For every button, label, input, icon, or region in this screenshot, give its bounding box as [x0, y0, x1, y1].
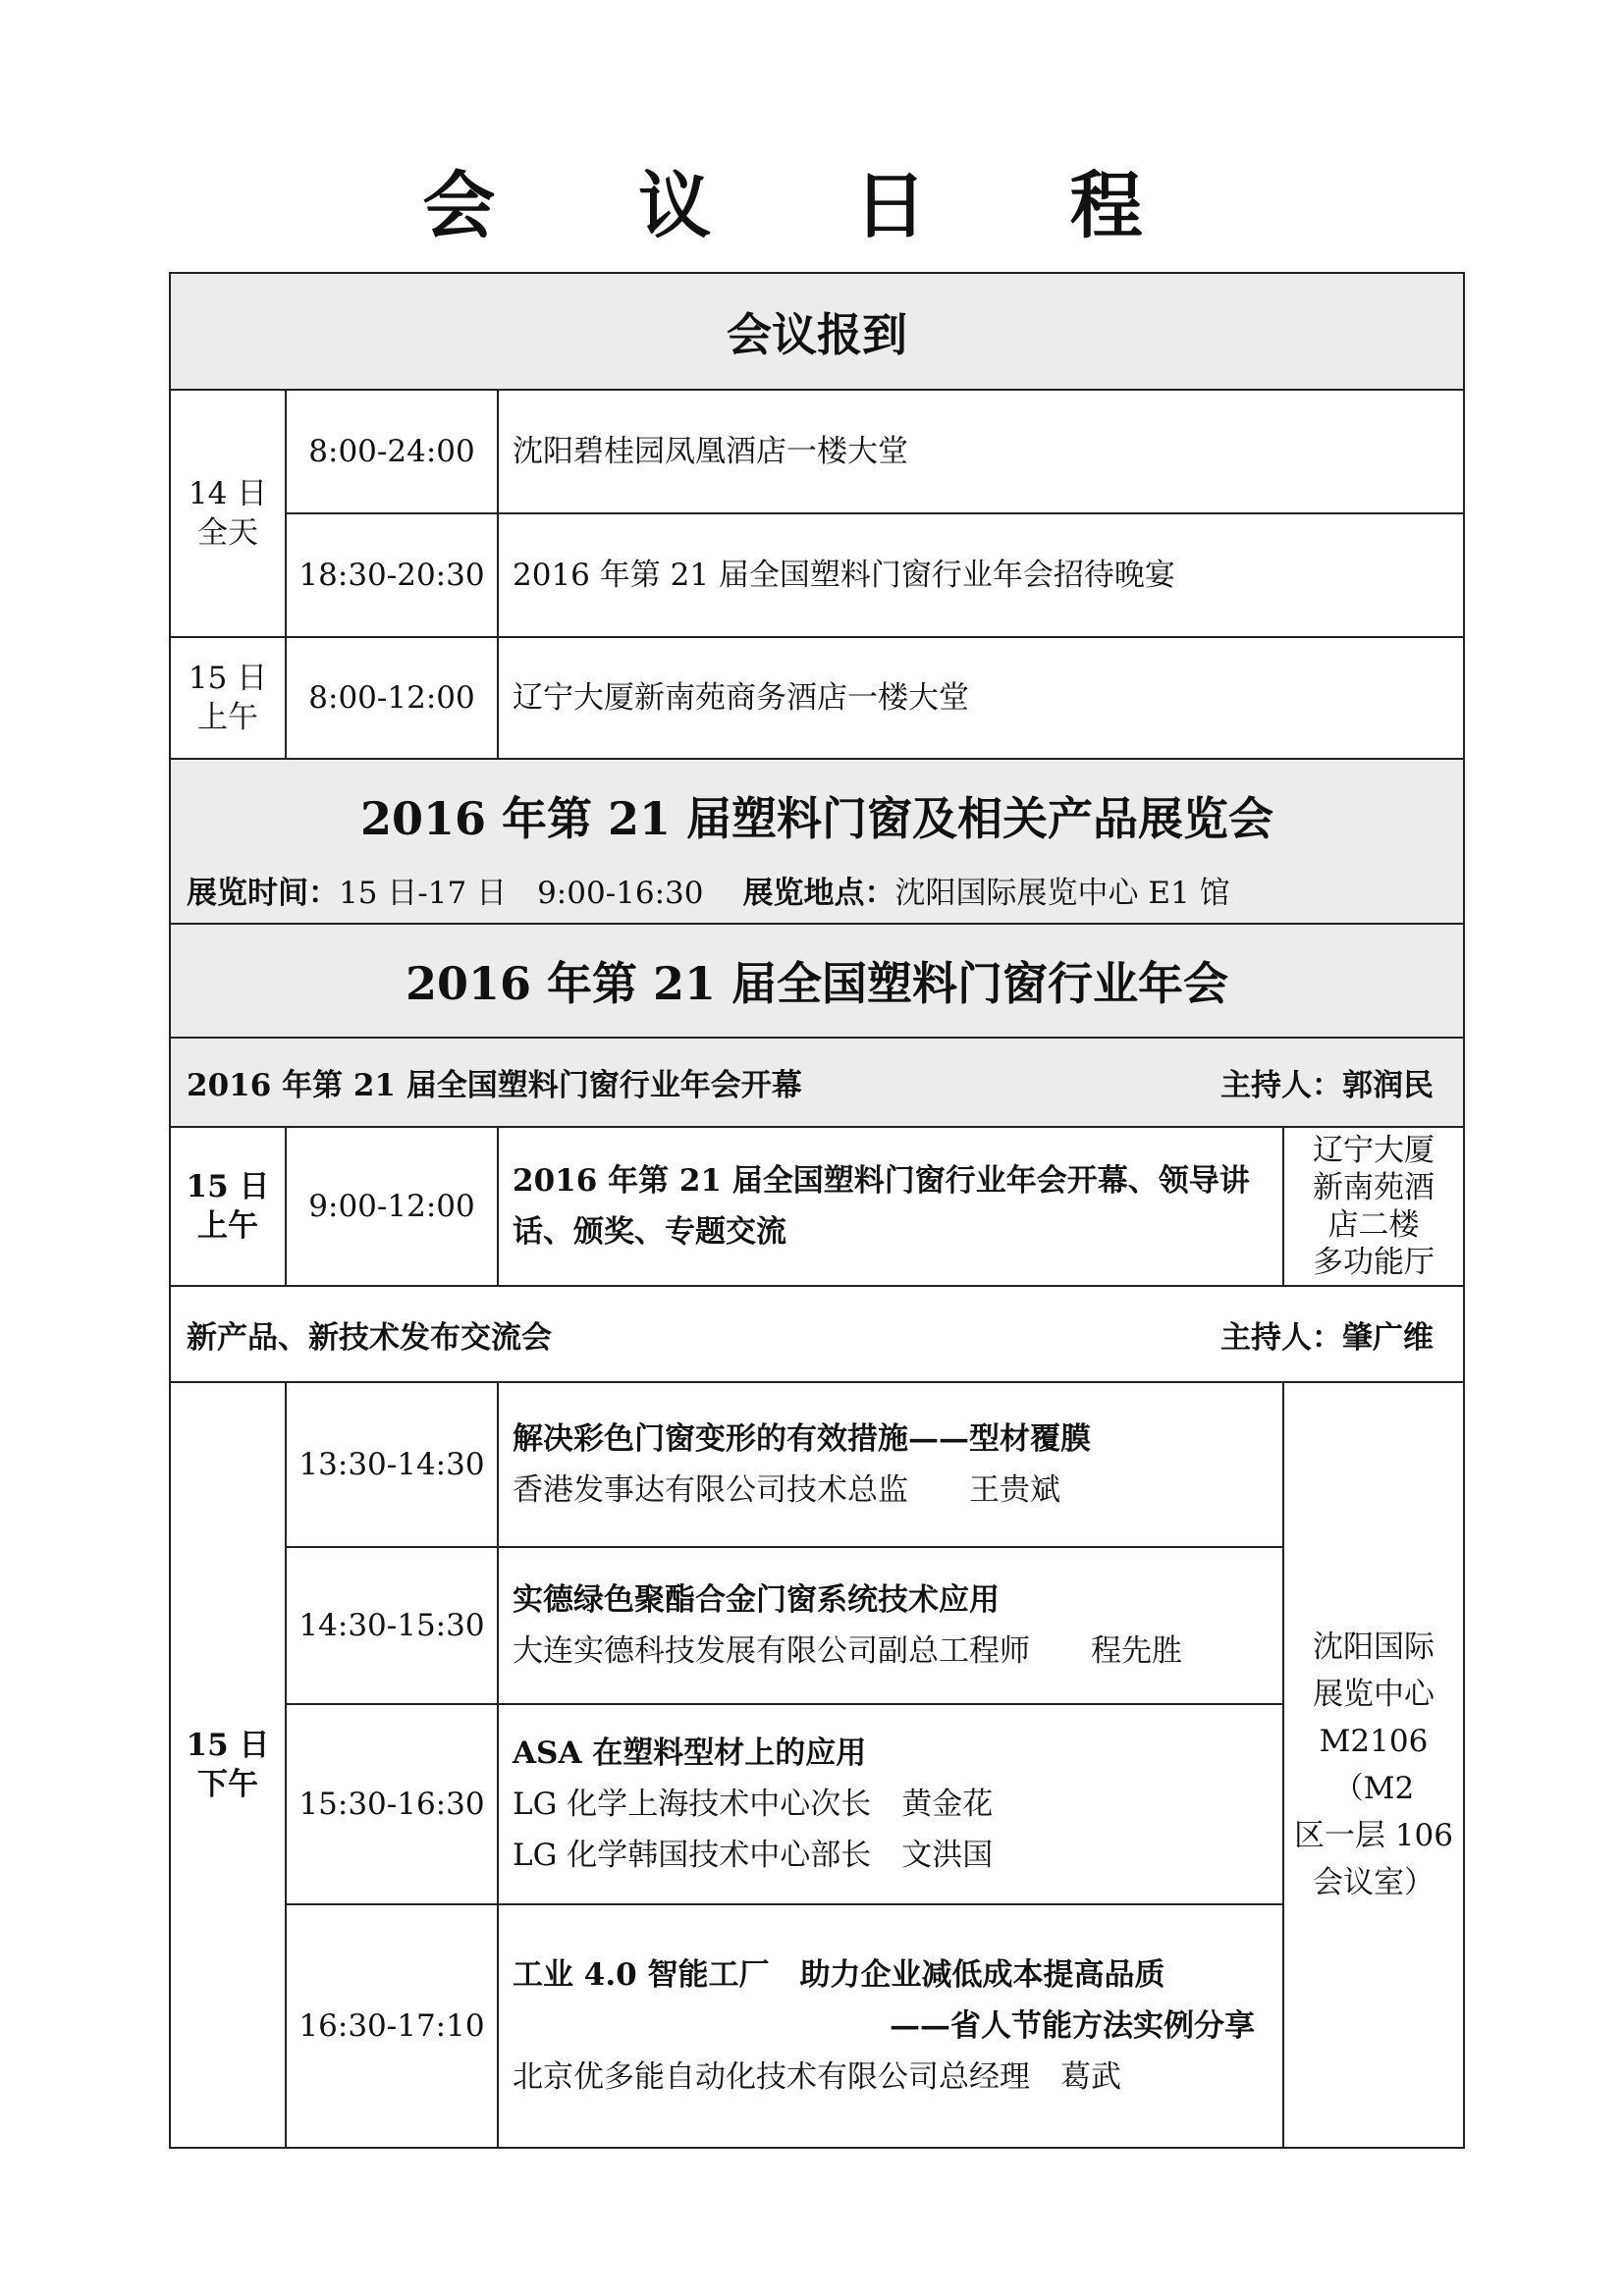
- exhibition-heading: 2016 年第 21 届塑料门窗及相关产品展览会: [170, 759, 1464, 857]
- opening-venue-line: 多功能厅: [1313, 1245, 1435, 1280]
- opening-day-date: 15 日: [186, 1169, 270, 1204]
- talk-speaker: LG 化学韩国技术中心部长 文洪国: [513, 1838, 994, 1873]
- talk-speaker: 北京优多能自动化技术有限公司总经理 葛武: [513, 2059, 1121, 2095]
- talk-time: 16:30-17:10: [286, 1904, 498, 2148]
- day-14-period: 全天: [197, 515, 258, 551]
- opening-venue-line: 店二楼: [1327, 1207, 1420, 1243]
- talk-content: [498, 1382, 1283, 1547]
- opening-session-title: 2016 年第 21 届全国塑料门窗行业年会开幕: [187, 1068, 802, 1103]
- exhibition-info: [170, 857, 1464, 924]
- talk-title: 工业 4.0 智能工厂 助力企业减低成本提高品质: [513, 1957, 1165, 1993]
- opening-day-period: 上午: [197, 1208, 258, 1244]
- tech-day-date: 15 日: [186, 1728, 270, 1763]
- exhibition-time-label: 展览时间：: [187, 876, 339, 911]
- talk-content: [498, 1704, 1283, 1904]
- talk-time: 14:30-15:30: [286, 1547, 498, 1704]
- exhibition-time-value: 15 日-17 日 9:00-16:30: [339, 876, 704, 911]
- registration-banquet: 2016 年第 21 届全国塑料门窗行业年会招待晚宴: [498, 513, 1464, 637]
- talk-time: 13:30-14:30: [286, 1382, 498, 1547]
- opening-session-header: [170, 1038, 1464, 1127]
- opening-venue-line: 新南苑酒: [1313, 1170, 1435, 1205]
- opening-venue: [1283, 1127, 1464, 1286]
- annual-heading: 2016 年第 21 届全国塑料门窗行业年会: [170, 924, 1464, 1038]
- tech-session-header: [170, 1286, 1464, 1382]
- day-cell-14: [170, 390, 286, 637]
- talk-title: 实德绿色聚酯合金门窗系统技术应用: [513, 1582, 1000, 1618]
- day-cell-15-am-opening: [170, 1127, 286, 1286]
- tech-venue-line: 展览中心: [1313, 1677, 1435, 1712]
- day-14-date: 14 日: [188, 476, 268, 511]
- talk-speaker: 大连实德科技发展有限公司副总工程师 程先胜: [513, 1633, 1182, 1669]
- registration-place-1: 沈阳碧桂园凤凰酒店一楼大堂: [498, 390, 1464, 513]
- talk-speaker: LG 化学上海技术中心次长 黄金花: [513, 1787, 994, 1822]
- registration-time-3: 8:00-12:00: [286, 637, 498, 759]
- talk-time: 15:30-16:30: [286, 1704, 498, 1904]
- registration-time-2: 18:30-20:30: [286, 513, 498, 637]
- exhibition-place-value: 沈阳国际展览中心 E1 馆: [894, 876, 1230, 911]
- opening-time: 9:00-12:00: [286, 1127, 498, 1286]
- opening-content: 2016 年第 21 届全国塑料门窗行业年会开幕、领导讲话、颁奖、专题交流: [498, 1127, 1283, 1286]
- talk-title: ASA 在塑料型材上的应用: [513, 1735, 867, 1771]
- day-cell-15-pm: [170, 1382, 286, 2148]
- tech-venue-line: 沈阳国际: [1313, 1629, 1435, 1665]
- exhibition-place-label: 展览地点：: [742, 876, 895, 911]
- tech-session-title: 新产品、新技术发布交流会: [187, 1319, 552, 1356]
- schedule-table: [169, 272, 1465, 2149]
- tech-venue-line: 会议室）: [1313, 1865, 1435, 1900]
- day-15-period: 上午: [197, 700, 258, 735]
- opening-venue-line: 辽宁大厦: [1313, 1133, 1435, 1168]
- day-cell-15-am: [170, 637, 286, 759]
- tech-venue-line: M2106（M2: [1319, 1724, 1429, 1806]
- talk-subtitle: ——省人节能方法实例分享: [890, 2008, 1255, 2044]
- tech-day-period: 下午: [197, 1767, 258, 1802]
- tech-venue: [1283, 1382, 1464, 2148]
- talk-speaker: 香港发事达有限公司技术总监 王贵斌: [513, 1472, 1060, 1508]
- day-15-date: 15 日: [188, 661, 268, 696]
- talk-title: 解决彩色门窗变形的有效措施——型材覆膜: [513, 1421, 1091, 1457]
- talk-content: [498, 1547, 1283, 1704]
- opening-session-host: 主持人：郭润民: [1220, 1068, 1434, 1103]
- tech-venue-line: 区一层 106: [1293, 1818, 1454, 1853]
- talk-content: [498, 1904, 1283, 2148]
- registration-heading: 会议报到: [170, 273, 1464, 390]
- page-title: 会 议 日 程: [422, 164, 1202, 248]
- tech-session-host: 主持人：肇广维: [1220, 1319, 1434, 1356]
- registration-place-2: 辽宁大厦新南苑商务酒店一楼大堂: [498, 637, 1464, 759]
- registration-time-1: 8:00-24:00: [286, 390, 498, 513]
